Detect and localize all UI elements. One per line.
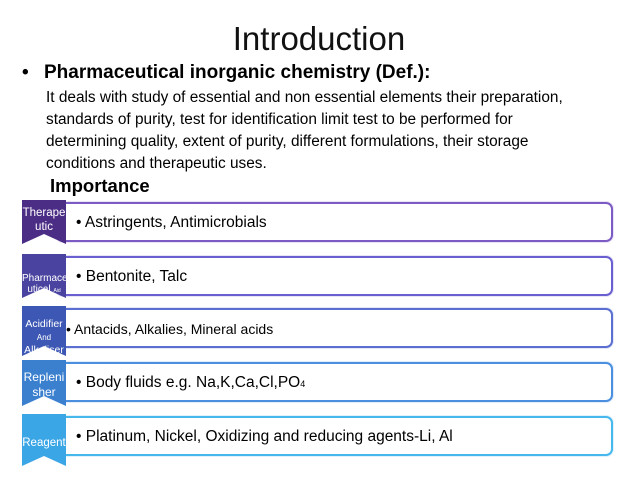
item-box xyxy=(56,202,613,242)
category-label-line xyxy=(22,284,66,297)
category-label-line: utic xyxy=(35,221,53,233)
importance-row-reagent xyxy=(0,416,638,460)
item-box xyxy=(56,256,613,296)
importance-row-therapeutic xyxy=(0,202,638,246)
category-label-pharmaceutical-aid xyxy=(22,256,66,296)
item-text-main: • Body fluids e.g. Na,K,Ca,Cl,PO xyxy=(76,374,301,391)
item-text xyxy=(76,364,305,404)
item-box xyxy=(56,308,613,348)
definition-line: conditions and therapeutic uses. xyxy=(46,155,267,172)
category-label-line: Repleni xyxy=(23,370,65,384)
category-label-line: Reagent xyxy=(22,437,66,449)
item-text: • Antacids, Alkalies, Mineral acids xyxy=(66,321,274,337)
item-box xyxy=(56,416,613,456)
category-label-part: utical xyxy=(27,284,51,295)
category-label-line: Alkaliser xyxy=(24,344,64,356)
definition-line: standards of purity, test for identification limit test to be performed for xyxy=(46,111,513,128)
item-text: • Astringents, Antimicrobials xyxy=(76,214,267,231)
importance-row-acidifier xyxy=(0,308,638,356)
category-label-replenisher xyxy=(22,362,66,402)
slide-title: Introduction xyxy=(232,20,406,57)
category-label-line: Pharmace xyxy=(22,273,68,284)
definition-line: determining quality, extent of purity, different formulations, their storage xyxy=(46,133,529,150)
definition-heading: Pharmaceutical inorganic chemistry (Def.): xyxy=(44,62,431,83)
category-label-therapeutic xyxy=(22,202,66,242)
category-label-acidifier xyxy=(22,308,66,356)
importance-row-pharmaceutical-aid xyxy=(0,256,638,300)
importance-heading: Importance xyxy=(50,175,150,196)
definition-line: It deals with study of essential and non essential elements their preparation, xyxy=(46,89,563,106)
category-label-line: And xyxy=(36,333,52,342)
category-label-reagent xyxy=(22,416,66,456)
item-text: • Bentonite, Talc xyxy=(76,268,188,285)
definition-text xyxy=(46,87,621,175)
bullet-icon: • xyxy=(22,62,29,83)
item-text: • Platinum, Nickel, Oxidizing and reducing agents-Li, Al xyxy=(76,428,453,445)
category-label-line: Acidifier xyxy=(25,318,63,330)
item-subscript: 4 xyxy=(300,379,306,389)
item-box xyxy=(56,362,613,402)
importance-row-replenisher xyxy=(0,362,638,406)
category-label-line: Therape xyxy=(22,207,66,219)
category-label-small: Aid xyxy=(53,288,61,294)
category-label-line: sher xyxy=(32,385,56,399)
definition-heading-row xyxy=(22,61,430,85)
